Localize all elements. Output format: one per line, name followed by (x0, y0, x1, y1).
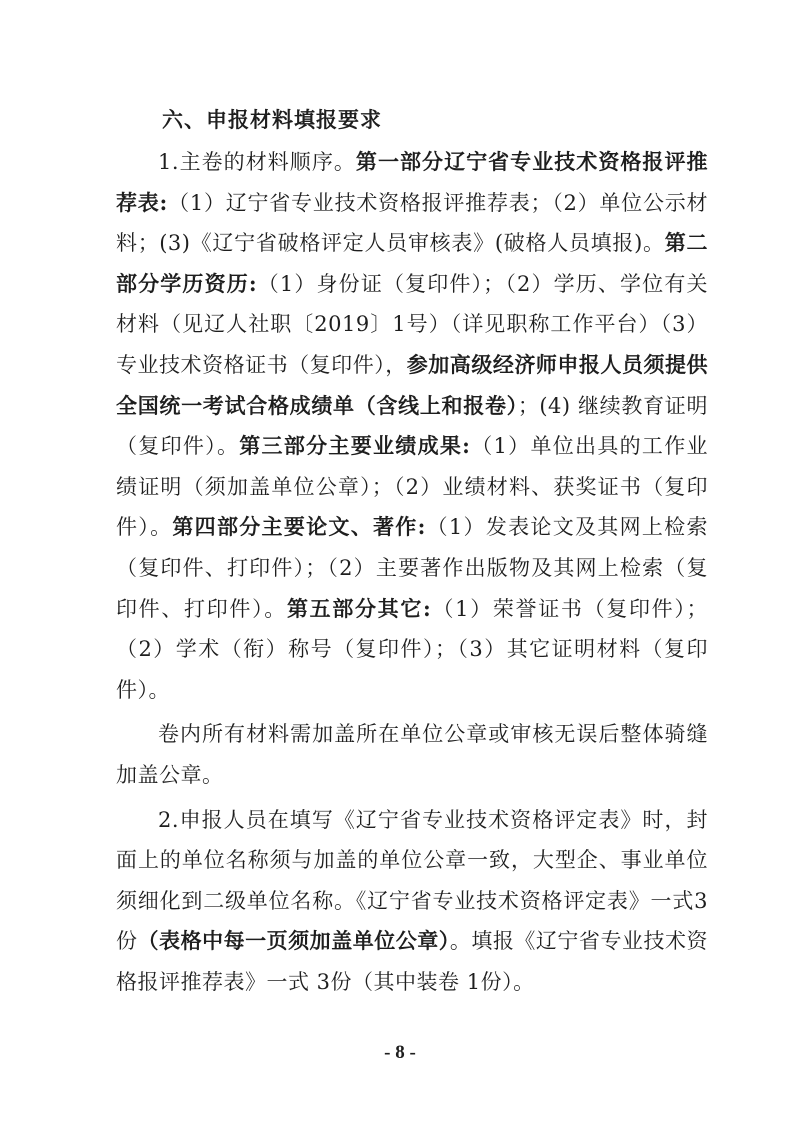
text-run: （1）辽宁省专业技术资格报评推荐表；（2）单位公示材料；(3)《辽宁省破格评定人员审核表》(破格人员填报)。 (116, 190, 708, 256)
page-number: - 8 - (384, 1042, 416, 1063)
text-run: 。填报《辽宁省专业技术资格报评推荐表》一式 3份（其中装卷 1份）。 (116, 929, 709, 994)
text-run: （1）发表论文及其网上检索（复印件、打印件）；（2）主要著作出版物及其网上检索（复印件、打印件）。 (116, 515, 708, 621)
text-run: 1.主卷的材料顺序。 (158, 150, 356, 174)
bold-run-seal-each-page: （表格中每一页须加盖单位公章） (137, 928, 450, 954)
paragraph-form-filling (116, 800, 708, 1003)
text-run: 2.申报人员在填写《辽宁省专业技术资格评定表》时，封面上的单位名称须与加盖的单位公章一致，大型企、事业单位须细化到二级单位名称。《辽宁省专业技术资格评定表》一式3份 (116, 807, 708, 954)
paragraph-material-order (116, 142, 708, 710)
bold-run-part-four: 第四部分主要论文、著作: (172, 514, 426, 540)
section-heading: 六、申报材料填报要求 (162, 107, 382, 132)
bold-run-part-three: 第三部分主要业绩成果: (239, 433, 471, 459)
bold-run-senior-economist: 参加高级经济师申报人员须提供全国统一考试合格成绩单（含线上和报卷） (116, 351, 709, 418)
text-run: （1）荣誉证书（复印件）；（2）学术（衔）称号（复印件）；（3）其它证明材料（复印件）。 (116, 596, 708, 702)
paragraph-seal: 卷内所有材料需加盖所在单位公章或审核无误后整体骑缝加盖公章。 (116, 722, 708, 787)
bold-run-part-one: 第一部分辽宁省专业技术资格报评推荐表: (116, 149, 709, 215)
bold-run-part-five: 第五部分其它: (286, 595, 432, 621)
text-run: ；(4) 继续教育证明（复印件）。 (116, 393, 708, 459)
text-run: （1）单位出具的工作业绩证明（须加盖单位公章）；（2）业绩材料、获奖证书（复印件）。 (116, 434, 708, 540)
bold-run-part-two: 第二部分学历资历: (116, 230, 708, 296)
text-run: （1）身份证（复印件）；（2）学历、学位有关材料（见辽人社职〔2019〕1号）（详见职称工作平台）（3）专业技术资格证书（复印件）， (116, 271, 708, 377)
